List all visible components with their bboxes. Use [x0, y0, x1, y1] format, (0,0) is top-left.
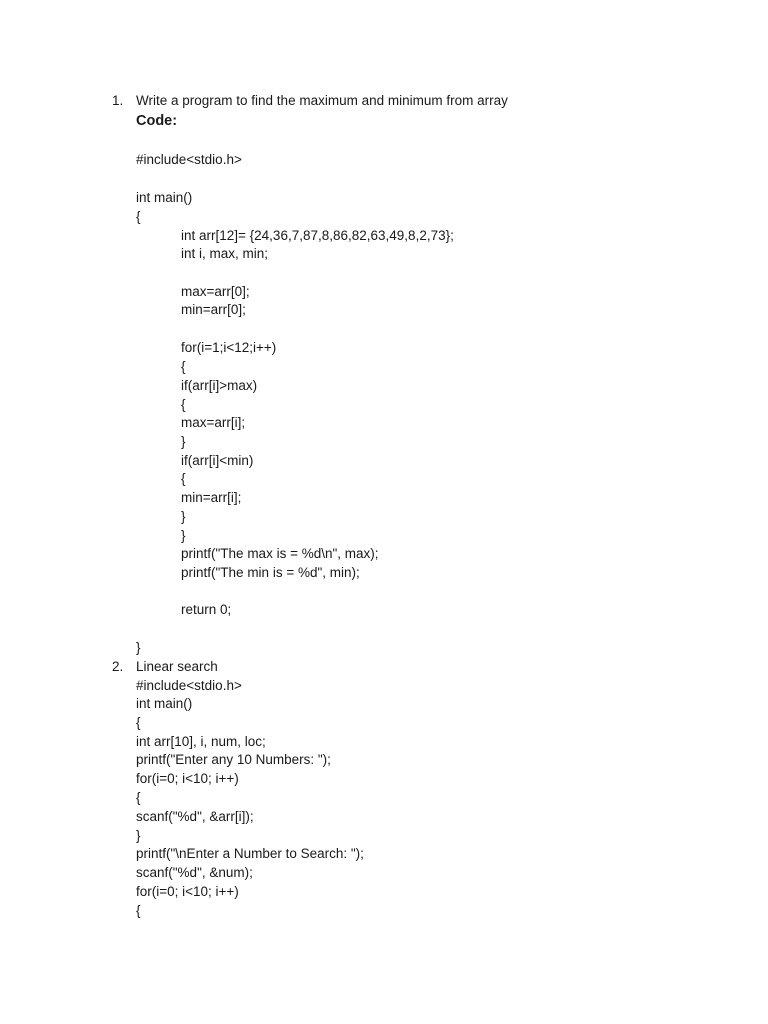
code-heading: Code: [136, 113, 178, 129]
code-line: { [136, 903, 141, 918]
code-line: #include<stdio.h> [136, 678, 242, 693]
code-line: min=arr[i]; [181, 490, 242, 505]
code-line: { [181, 471, 186, 486]
code-line: max=arr[0]; [181, 284, 250, 299]
code-line: scanf("%d", &num); [136, 865, 253, 880]
code-line: } [181, 434, 186, 449]
code-line: scanf("%d", &arr[i]); [136, 809, 254, 824]
code-line: printf("\nEnter a Number to Search: "); [136, 846, 364, 861]
code-line: if(arr[i]>max) [181, 378, 258, 393]
code-line: if(arr[i]<min) [181, 453, 254, 468]
question-2-title: Linear search [136, 659, 218, 674]
code-line: { [136, 790, 141, 805]
code-line: for(i=1;i<12;i++) [181, 340, 277, 355]
code-line: printf("The min is = %d", min); [181, 565, 360, 580]
code-line: { [181, 397, 186, 412]
code-line: printf("Enter any 10 Numbers: "); [136, 752, 331, 767]
code-line: int main() [136, 696, 193, 711]
code-line: { [136, 715, 141, 730]
code-line: for(i=0; i<10; i++) [136, 771, 239, 786]
code-line: } [136, 828, 141, 843]
code-line: } [181, 528, 186, 543]
code-line: #include<stdio.h> [136, 152, 242, 167]
code-line: { [136, 209, 141, 224]
code-line: max=arr[i]; [181, 415, 246, 430]
code-line: min=arr[0]; [181, 302, 246, 317]
code-line: int main() [136, 190, 193, 205]
code-line: int arr[12]= {24,36,7,87,8,86,82,63,49,8,2,73}; [181, 228, 454, 243]
code-line: { [181, 359, 186, 374]
question-2-number: 2. [112, 659, 124, 674]
code-line: int arr[10], i, num, loc; [136, 734, 266, 749]
code-line: return 0; [181, 602, 232, 617]
code-line: } [136, 640, 141, 655]
code-line: for(i=0; i<10; i++) [136, 884, 239, 899]
question-1-number: 1. [112, 93, 124, 108]
question-1-title: Write a program to find the maximum and minimum from array [136, 93, 508, 108]
code-line: int i, max, min; [181, 246, 269, 261]
code-line: } [181, 509, 186, 524]
code-line: printf("The max is = %d\n", max); [181, 546, 379, 561]
